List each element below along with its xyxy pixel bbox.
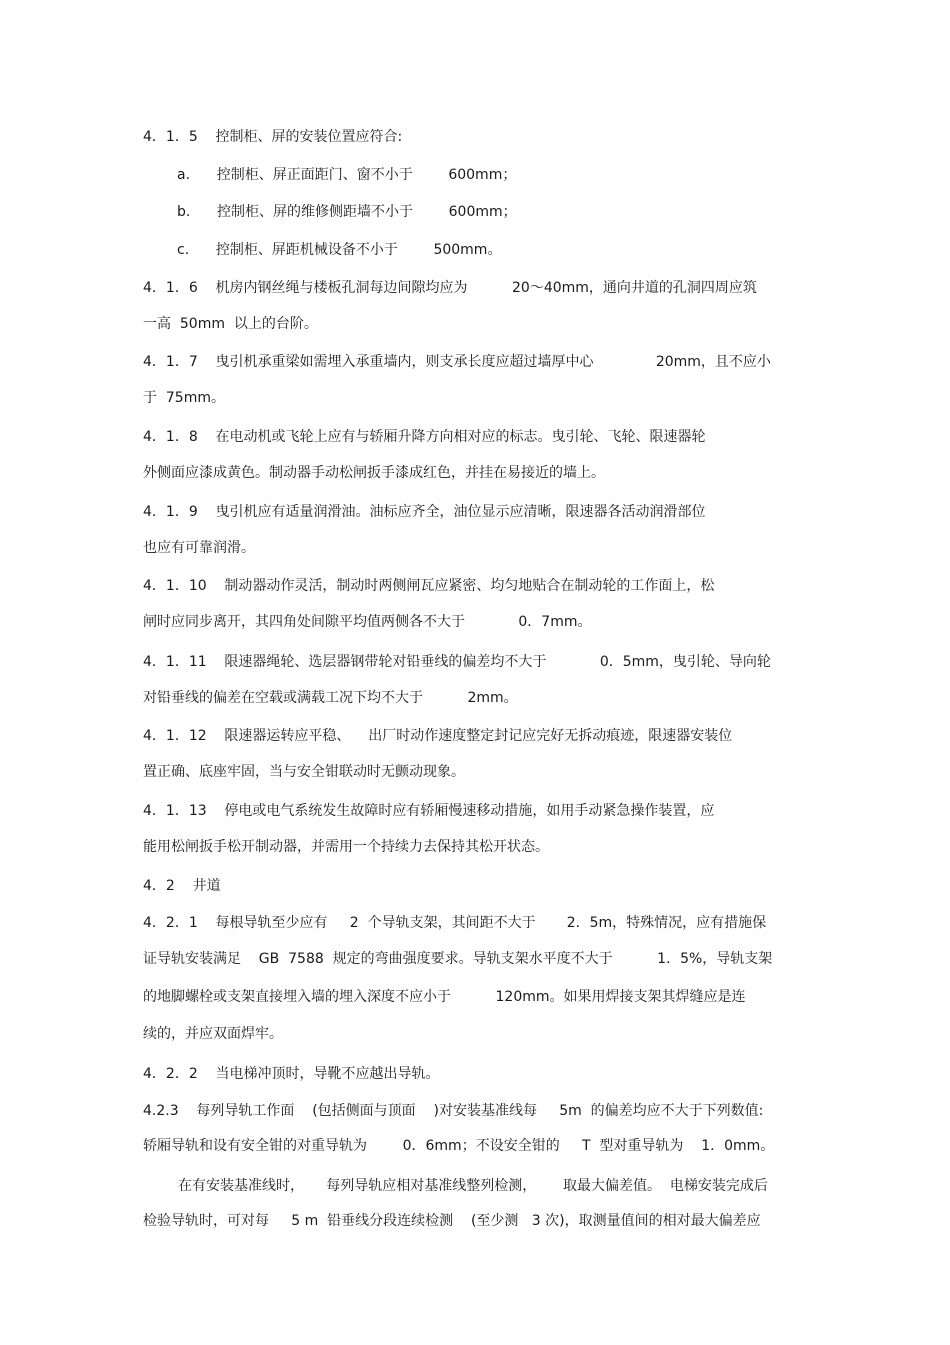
clause-4-1-8-line-1: 4．1．8 在电动机或飞轮上应有与轿厢升降方向相对应的标志。曳引轮、飞轮、限速器轮 <box>143 429 706 445</box>
clause-4-2-3-line-2: 轿厢导轨和设有安全钳的对重导轨为 0．6mm；不设安全钳的 T 型对重导轨为 1．0mm。 <box>143 1138 775 1154</box>
clause-4-1-11-line-1: 4．1．11 限速器绳轮、选层器钢带轮对铅垂线的偏差均不大于 0．5mm，曳引轮、导向轮 <box>143 654 771 670</box>
clause-4-1-10-line-1: 4．1．10 制动器动作灵活，制动时两侧闸瓦应紧密、均匀地贴合在制动轮的工作面上，松 <box>143 578 715 594</box>
clause-4-1-7-line-1: 4．1．7 曳引机承重梁如需埋入承重墙内，则支承长度应超过墙厚中心 20mm，且不应小 <box>143 354 771 370</box>
clause-4-1-6-line-2: 一高 50mm 以上的台阶。 <box>143 316 318 332</box>
clause-4-1-5-item-c: c. 控制柜、屏距机械设备不小于 500mm。 <box>177 242 502 258</box>
paragraph-indented-line-1: 在有安装基准线时， 每列导轨应相对基准线整列检测， 取最大偏差值。 电梯安装完成后 <box>178 1178 768 1194</box>
clause-4-1-13-line-2: 能用松闸扳手松开制动器，并需用一个持续力去保持其松开状态。 <box>143 839 549 855</box>
clause-4-2-1-line-1: 4．2．1 每根导轨至少应有 2 个导轨支架，其间距不大于 2．5m，特殊情况，应有措施保 <box>143 915 767 931</box>
clause-4-2-1-line-4: 续的，并应双面焊牢。 <box>143 1026 283 1042</box>
clause-4-1-10-line-2: 闸时应同步离开，其四角处间隙平均值两侧各不大于 0．7mm。 <box>143 614 592 630</box>
clause-4-1-9-line-1: 4．1．9 曳引机应有适量润滑油。油标应齐全，油位显示应清晰，限速器各活动润滑部位 <box>143 504 706 520</box>
clause-4-1-12-line-1: 4．1．12 限速器运转应平稳、 出厂时动作速度整定封记应完好无拆动痕迹，限速器安装位 <box>143 728 733 744</box>
clause-4-1-7-line-2: 于 75mm。 <box>143 390 225 406</box>
clause-4-1-13-line-1: 4．1．13 停电或电气系统发生故障时应有轿厢慢速移动措施，如用手动紧急操作装置，应 <box>143 803 715 819</box>
clause-4-1-12-line-2: 置正确、底座牢固，当与安全钳联动时无颤动现象。 <box>143 764 465 780</box>
clause-4-1-5-item-a: a. 控制柜、屏正面距门、窗不小于 600mm； <box>177 167 517 183</box>
clause-4-1-8-line-2: 外侧面应漆成黄色。制动器手动松闸扳手漆成红色，并挂在易接近的墙上。 <box>143 465 605 481</box>
clause-4-1-6-line-1: 4．1．6 机房内钢丝绳与楼板孔洞每边间隙均应为 20～40mm，通向井道的孔洞四周应筑 <box>143 280 757 296</box>
clause-4-1-5-heading: 4．1．5 控制柜、屏的安装位置应符合: <box>143 129 403 145</box>
clause-4-1-11-line-2: 对铅垂线的偏差在空载或满载工况下均不大于 2mm。 <box>143 690 518 706</box>
paragraph-indented-line-2: 检验导轨时，可对每 5 m 铅垂线分段连续检测 (至少测 3 次)，取测量值间的相对最大偏差应 <box>143 1213 761 1229</box>
section-4-2-heading: 4．2 井道 <box>143 878 221 894</box>
clause-4-2-1-line-2: 证导轨安装满足 GB 7588 规定的弯曲强度要求。导轨支架水平度不大于 1．5%，导轨支架 <box>143 951 773 967</box>
clause-4-2-1-line-3: 的地脚螺栓或支架直接埋入墙的埋入深度不应小于 120mm。如果用焊接支架其焊缝应是连 <box>143 989 746 1005</box>
clause-4-1-9-line-2: 也应有可靠润滑。 <box>143 540 255 556</box>
clause-4-2-3-line-1: 4.2.3 每列导轨工作面 (包括侧面与顶面 )对安装基准线每 5m 的偏差均应不大于下列数值: <box>143 1103 764 1119</box>
clause-4-2-2-line-1: 4．2．2 当电梯冲顶时，导靴不应越出导轨。 <box>143 1066 440 1082</box>
clause-4-1-5-item-b: b. 控制柜、屏的维修侧距墙不小于 600mm； <box>177 204 517 220</box>
